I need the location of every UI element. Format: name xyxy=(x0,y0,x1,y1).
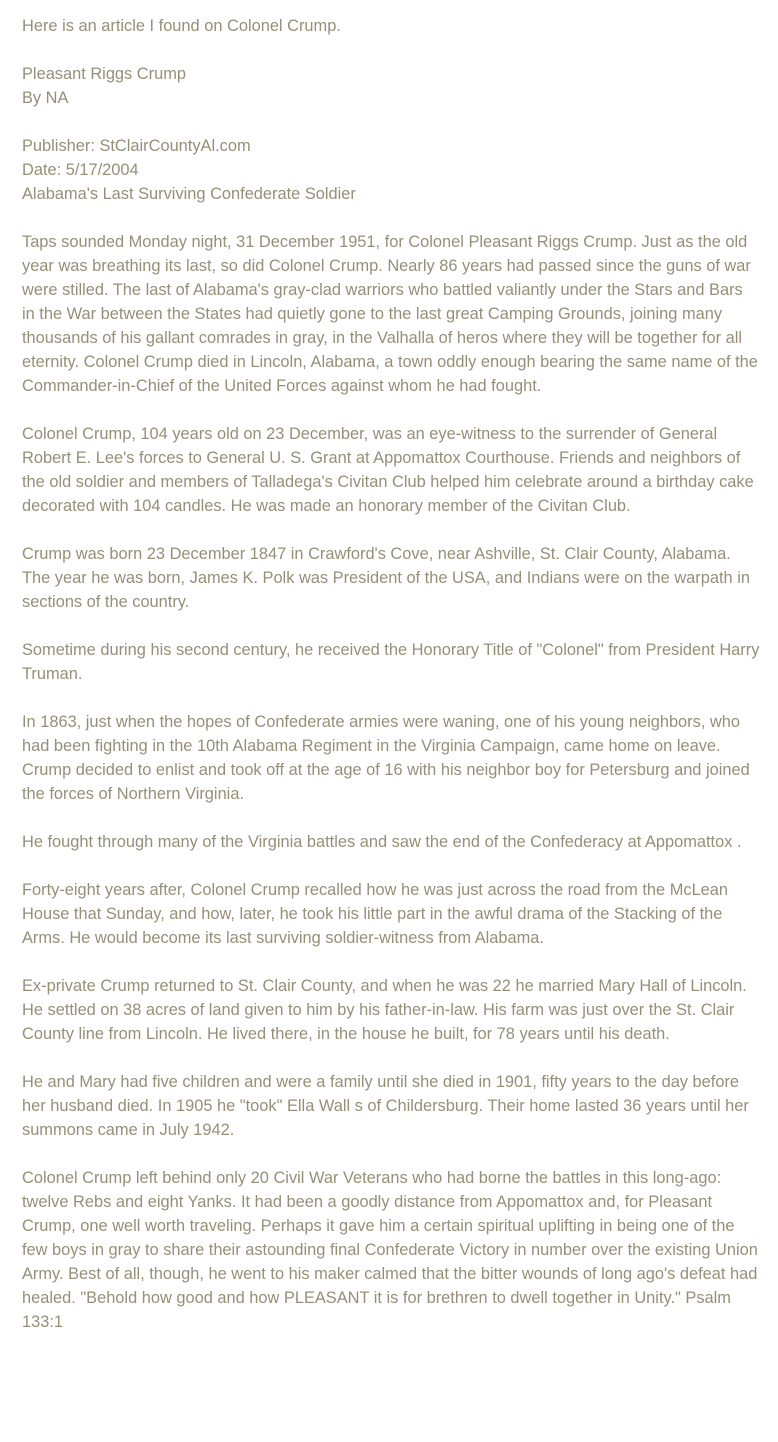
spacer xyxy=(22,38,760,62)
paragraph-text: Ex-private Crump returned to St. Clair County, and when he was 22 he married Mary Hall of Lincoln. He settled on 38 acres of land given to him by his father-in-law. His farm was just over the St. Clair County line from Lincoln. He lived there, in the house he built, for 78 years until his death. xyxy=(22,977,747,1043)
spacer xyxy=(22,206,760,230)
paragraph-text: Forty-eight years after, Colonel Crump recalled how he was just across the road from the McLean House that Sunday, and how, later, he took his little part in the awful drama of the Stacking of the Arms. He would become its last surviving soldier-witness from Alabama. xyxy=(22,881,729,947)
article-paragraph-6 xyxy=(22,830,760,854)
article-date: Date: 5/17/2004 xyxy=(22,161,139,179)
intro-text: Here is an article I found on Colonel Crump. xyxy=(22,17,341,35)
article-paragraph-3 xyxy=(22,542,760,614)
paragraph-text: Sometime during his second century, he received the Honorary Title of "Colonel" from President Harry Truman. xyxy=(22,641,760,683)
spacer xyxy=(22,1046,760,1070)
paragraph-text: He fought through many of the Virginia battles and saw the end of the Confederacy at Appomattox . xyxy=(22,833,742,851)
spacer xyxy=(22,614,760,638)
paragraph-text: Crump was born 23 December 1847 in Crawford's Cove, near Ashville, St. Clair County, Alabama. The year he was born, James K. Polk was President of the USA, and Indians were on the warpath in sections of the country. xyxy=(22,545,750,611)
spacer xyxy=(22,950,760,974)
paragraph-text: In 1863, just when the hopes of Confederate armies were waning, one of his young neighbors, who had been fighting in the 10th Alabama Regiment in the Virginia Campaign, came home on leave. Crump decided to enlist and took off at the age of 16 with his neighbor boy for Petersburg and joined the forces of Northern Virginia. xyxy=(22,713,750,803)
article-paragraph-4 xyxy=(22,638,760,686)
spacer xyxy=(22,806,760,830)
paragraph-text: Colonel Crump, 104 years old on 23 December, was an eye-witness to the surrender of General Robert E. Lee's forces to General U. S. Grant at Appomattox Courthouse. Friends and neighbors of the old soldier and members of Talladega's Civitan Club helped him celebrate around a birthday cake decorated with 104 candles. He was made an honorary member of the Civitan Club. xyxy=(22,425,754,515)
forum-post-body xyxy=(22,14,760,1334)
article-paragraph-10 xyxy=(22,1166,760,1334)
spacer xyxy=(22,854,760,878)
article-paragraph-9 xyxy=(22,1070,760,1142)
article-paragraph-1 xyxy=(22,230,760,398)
article-publisher: Publisher: StClairCountyAl.com xyxy=(22,137,251,155)
spacer xyxy=(22,110,760,134)
paragraph-text: He and Mary had five children and were a family until she died in 1901, fifty years to the day before her husband died. In 1905 he "took" Ella Wall s of Childersburg. Their home lasted 36 years until her summons came in July 1942. xyxy=(22,1073,749,1139)
article-paragraph-2 xyxy=(22,422,760,518)
article-paragraph-8 xyxy=(22,974,760,1046)
article-title: Pleasant Riggs Crump xyxy=(22,65,186,83)
article-subtitle: Alabama's Last Surviving Confederate Soldier xyxy=(22,185,356,203)
article-paragraph-5 xyxy=(22,710,760,806)
article-paragraph-7 xyxy=(22,878,760,950)
paragraph-text: Colonel Crump left behind only 20 Civil War Veterans who had borne the battles in this long-ago: twelve Rebs and eight Yanks. It had been a goodly distance from Appomattox and, for Pleasant Crump, one well worth traveling. Perhaps it gave him a certain spiritual uplifting in being one of the few boys in gray to share their astounding final Confederate Victory in number over the existing Union Army. Best of all, though, he went to his maker calmed that the bitter wounds of long ago's defeat had healed. "Behold how good and how PLEASANT it is for brethren to dwell together in Unity." Psalm 133:1 xyxy=(22,1169,758,1331)
spacer xyxy=(22,686,760,710)
spacer xyxy=(22,518,760,542)
article-byline: By NA xyxy=(22,89,69,107)
paragraph-text: Taps sounded Monday night, 31 December 1951, for Colonel Pleasant Riggs Crump. Just as the old year was breathing its last, so did Colonel Crump. Nearly 86 years had passed since the guns of war were stilled. The last of Alabama's gray-clad warriors who battled valiantly under the Stars and Bars in the War between the States had quietly gone to the last great Camping Grounds, joining many thousands of his gallant comrades in gray, in the Valhalla of heros where they will be together for all eternity. Colonel Crump died in Lincoln, Alabama, a town oddly enough bearing the same name of the Commander-in-Chief of the United Forces against whom he had fought. xyxy=(22,233,758,395)
spacer xyxy=(22,1142,760,1166)
spacer xyxy=(22,398,760,422)
